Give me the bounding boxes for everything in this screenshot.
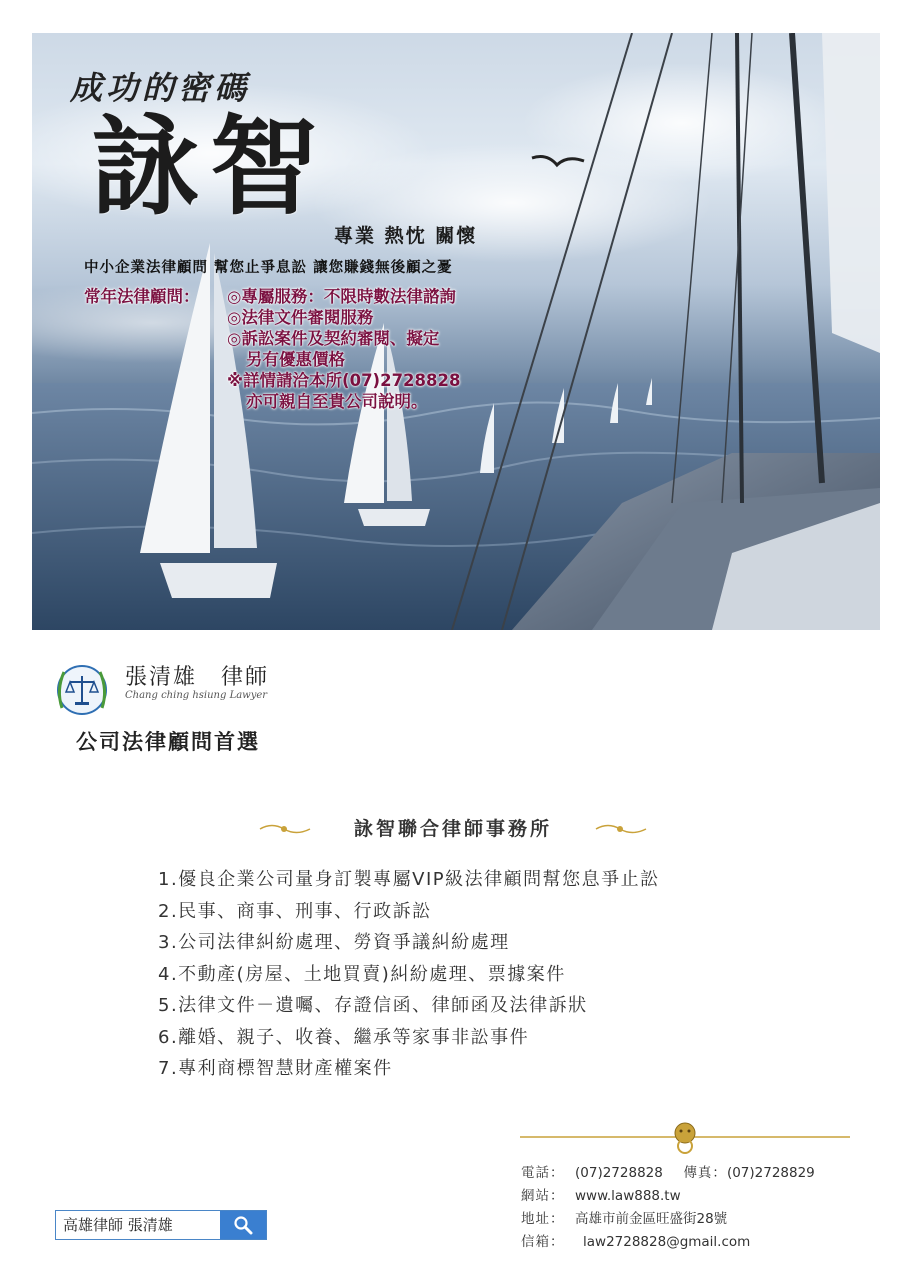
phone-value: (07)2728828 [575,1165,663,1181]
email-value[interactable]: law2728828@gmail.com [583,1234,751,1250]
hero-banner [32,33,880,630]
service-item: ※詳情請洽本所(07)2728828 [227,371,461,390]
lion-door-knocker-icon [675,1123,695,1153]
service-item: ◎專屬服務：不限時數法律諮詢 [227,287,456,306]
phone-label: 電話： [521,1165,565,1181]
search-button[interactable] [220,1211,266,1239]
scales-of-justice-icon [52,660,112,720]
search-icon [233,1215,253,1235]
practice-areas-list [158,864,660,1085]
contact-address-row [521,1208,815,1231]
gold-divider [520,1120,850,1156]
first-choice-heading: 公司法律顧問首選 [76,730,260,754]
service-item: 另有優惠價格 [246,350,345,369]
address-label: 地址： [521,1211,565,1227]
brand-title: 詠智 [92,104,329,230]
slogan: 成功的密碼 [70,69,251,107]
fax-label: 傳真： [683,1165,727,1181]
address-value: 高雄市前金區旺盛街28號 [575,1211,728,1227]
contact-phone-row [521,1162,815,1185]
firm-name: 詠智聯合律師事務所 [353,818,552,840]
list-item: 5.法律文件－遺囑、存證信函、律師函及法律訴狀 [158,995,588,1016]
tagline: 中小企業法律顧問 幫您止爭息訟 讓您賺錢無後顧之憂 [84,259,453,276]
list-item: 1.優良企業公司量身訂製專屬VIP級法律顧問幫您息爭止訟 [158,869,660,890]
web-value[interactable]: www.law888.tw [575,1188,681,1204]
lawyer-badge [52,660,372,720]
email-label: 信箱： [521,1234,565,1250]
service-item: ◎訴訟案件及契約審閱、擬定 [227,329,440,348]
list-item: 2.民事、商事、刑事、行政訴訟 [158,900,432,922]
contact-info [521,1162,815,1254]
web-label: 網站： [521,1188,565,1204]
search-input[interactable]: 高雄律師 張清雄 [63,1216,173,1234]
service-item: ◎法律文件審閱服務 [227,308,374,327]
lawyer-name: 張清雄 律師 [125,665,270,690]
services-label: 常年法律顧問： [84,287,200,306]
list-item: 3.公司法律糾紛處理、勞資爭議糾紛處理 [158,932,510,953]
firm-heading [258,814,648,844]
ornament-left-icon [258,820,312,838]
core-values: 專業 熱忱 關懷 [334,225,478,247]
list-item: 6.離婚、親子、收養、繼承等家事非訟事件 [158,1026,530,1048]
contact-email-row [521,1231,815,1254]
retainer-services [84,286,460,412]
list-item: 4.不動產(房屋、土地買賣)糾紛處理、票據案件 [158,963,566,985]
list-item: 7.專利商標智慧財產權案件 [158,1058,393,1079]
contact-web-row [521,1185,815,1208]
service-row [84,286,460,307]
search-box[interactable] [55,1210,267,1240]
ornament-right-icon [594,820,648,838]
fax-value: (07)2728829 [726,1165,815,1181]
lawyer-subtitle: Chang ching hsiung Lawyer [125,690,268,701]
service-item: 亦可親自至貴公司說明。 [246,392,428,411]
